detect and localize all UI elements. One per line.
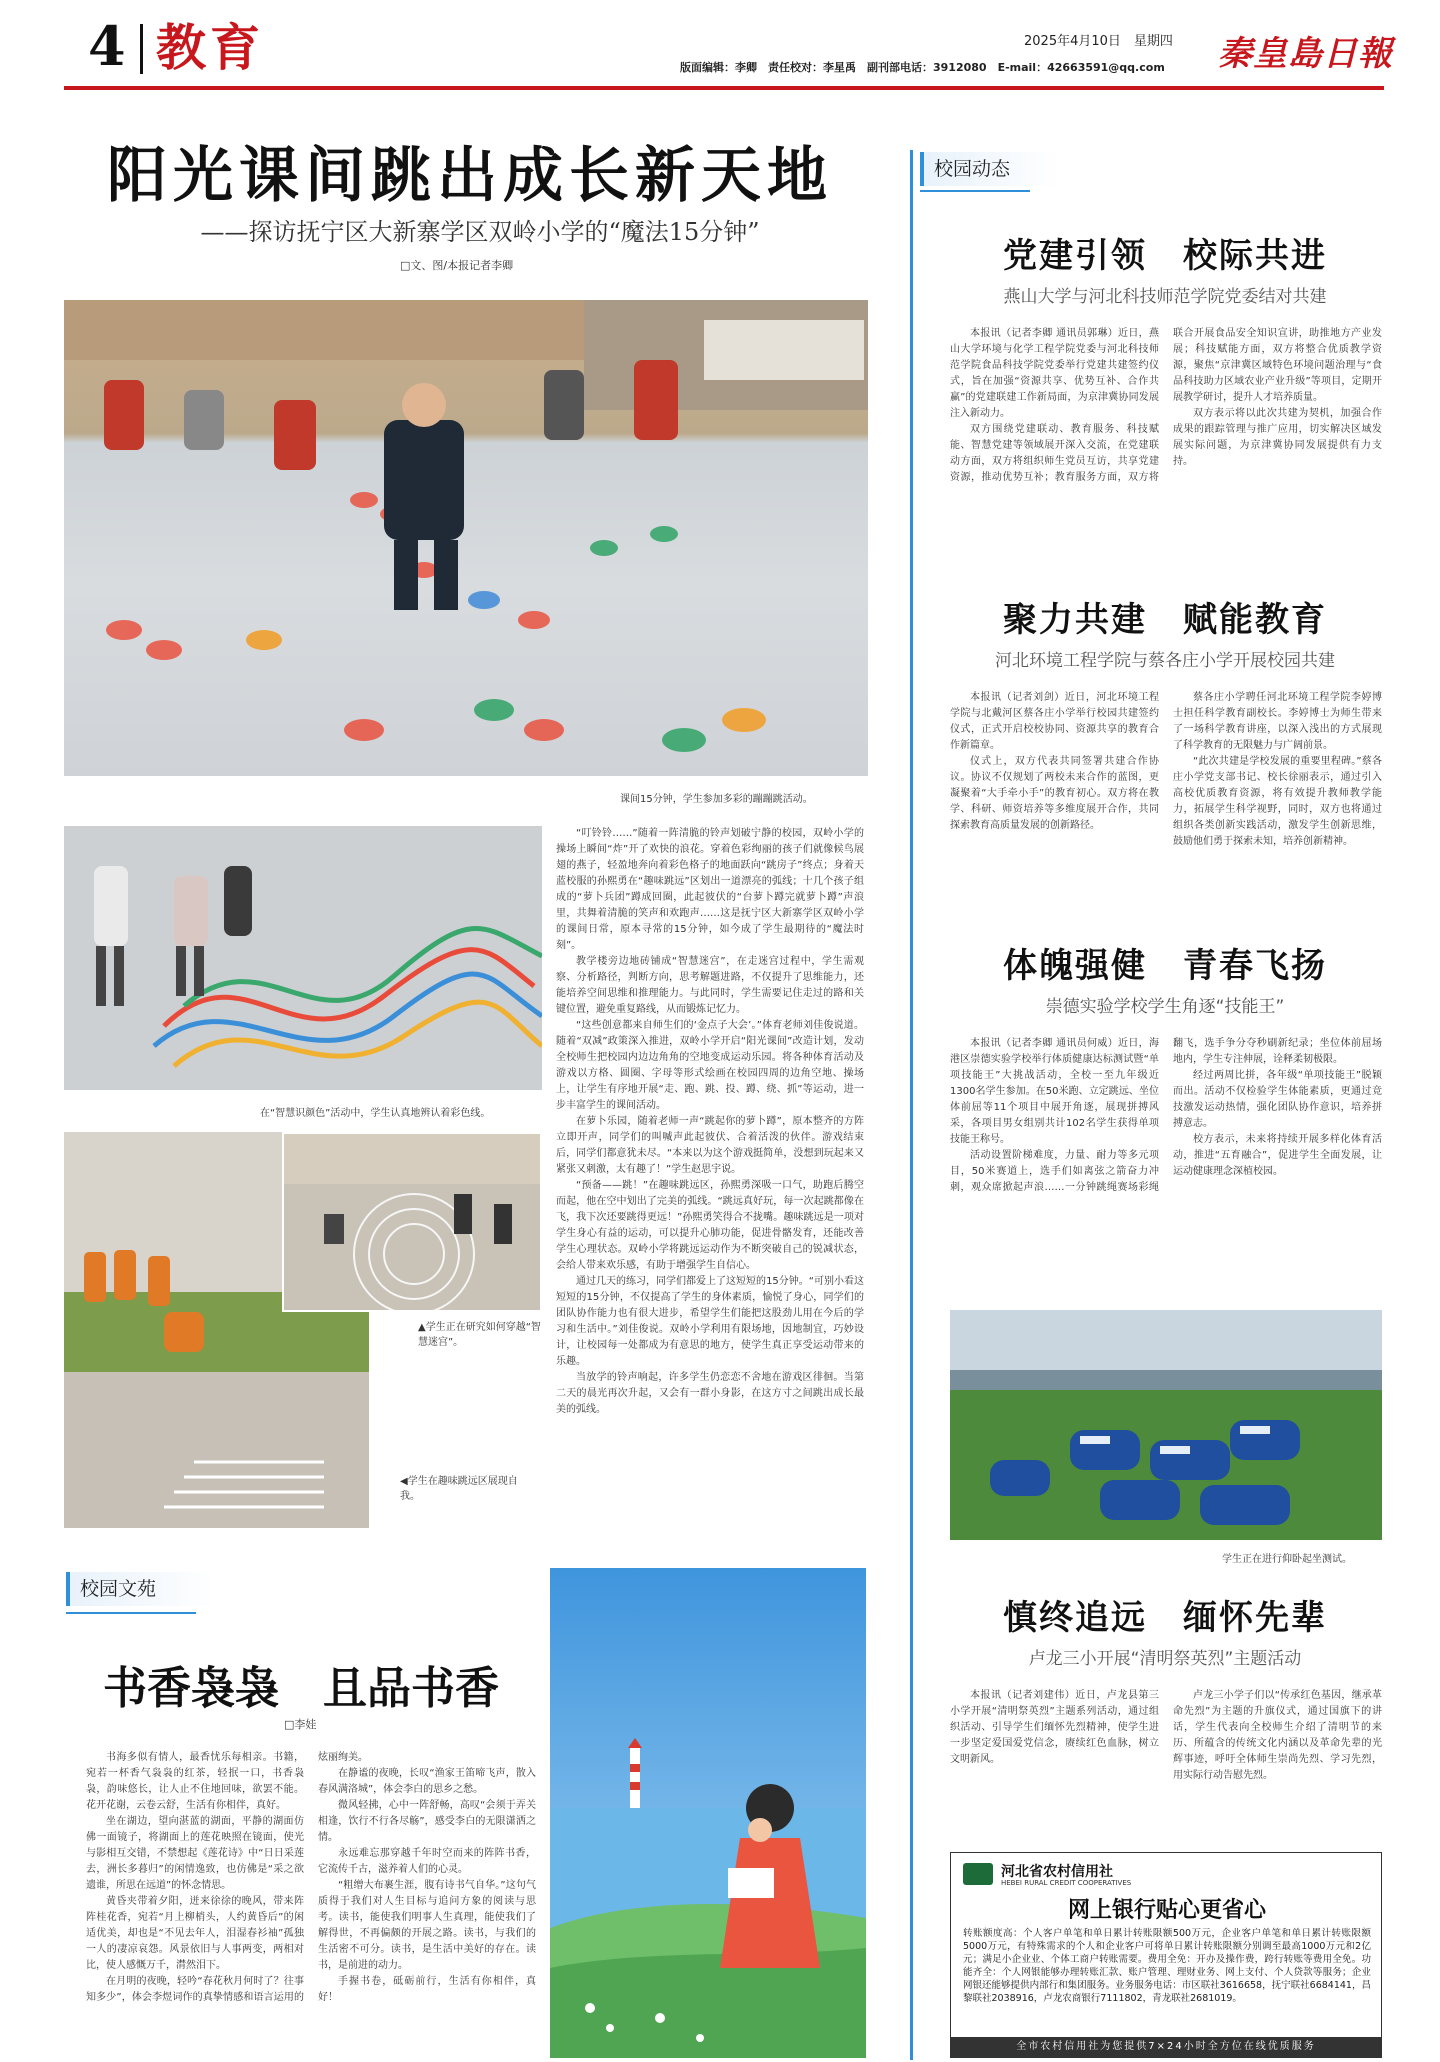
article-paragraph: 卢龙三小学子们以“传承红色基因，继承革命先烈”为主题的升旗仪式，通过国旗下的讲话，学生代表向全校师生介绍了清明节的来历、所蕴含的传统文化内涵以及革命先辈的光辉事迹，呼吁全体师生崇尚先烈、学习先烈，用实际行动告慰先烈。 (1173, 1690, 1382, 1781)
photo-color-lines (64, 826, 542, 1090)
column-divider (910, 150, 913, 2060)
photo-situps (950, 1310, 1382, 1540)
article-paragraph: 经过两周比拼，各年级“单项技能王”脱颖而出。活动不仅检验学生体能素质，更通过竞技激发运动热情，强化团队协作意识，培养拼搏意志。 (1173, 1070, 1382, 1129)
article-paragraph: “此次共建是学校发展的重要里程碑。”蔡各庄小学党支部书记、校长徐丽表示，通过引入高校优质教育资源，将有效提升教师教学能力，拓展学生科学视野，同时，双方也将通过组织各类创新实践活动，激发学生创新思维，鼓励他们勇于探索未知，培养创新精神。 (1173, 756, 1382, 847)
photo-maze (282, 1132, 542, 1312)
caption-maze: ▲学生正在研究如何穿越“智慧迷宫”。 (418, 1322, 541, 1348)
literary-byline: □李娃 (284, 1718, 317, 1731)
article-paragraph: 本报讯（记者刘剑）近日，河北环境工程学院与北戴河区蔡各庄小学举行校园共建签约仪式，正式开启校校协同、资源共享的教育合作新篇章。 (950, 692, 1159, 751)
article-paragraph: 仪式上，双方代表共同签署共建合作协议。协议不仅规划了两校未来合作的蓝图，更凝聚着“大手牵小手”的教育初心。双方将在教学、科研、师资培养等多维度展开合作，共同探索教育高质量发展的创新路径。 (950, 756, 1159, 831)
ad-headline: 网上银行贴心更省心 (1067, 1897, 1266, 1923)
campus-news-tag-rule (920, 190, 1030, 192)
lead-paragraph: “预备——跳！”在趣味跳远区，孙熙勇深吸一口气，助跑后腾空而起，他在空中划出了完美的弧线。“跳远真好玩，每一次起跳都像在飞，我下次还要跳得更远！”孙熙勇笑得合不拢嘴。趣味跳远是一项对学生身心有益的运动，可以提升心肺功能，促进骨骼发育，还能改善学生心理状态。双岭小学将跳远运动作为不断突破自己的锐减状态，会给人带来欢乐感，有助于增强学生自信心。 (556, 1180, 864, 1271)
lead-body (556, 826, 864, 1526)
article-2-subtitle: 河北环境工程学院与蔡各庄小学开展校园共建 (995, 651, 1335, 671)
lead-title: 阳光课间跳出成长新天地 (107, 141, 833, 211)
page-number-divider (140, 24, 143, 74)
ad-body: 转账额度高：个人客户单笔和单日累计转账限额500万元，企业客户单笔和单日累计转账限额5000万元，有特殊需求的个人和企业客户可将单日累计转账限额分别调至最高1000万元和2亿元；满足小企业业、个体工商户转账需要。费用全免：开办及操作费，跨行转账等费用全免。功能齐全：个人网银能够办理转账汇款、账户管理、理财业务、网上支付、个人贷款等服务；企业网银还能够提供内部行和集团服务。业务服务电话：市区联社3616658，抚宁联社6684141，昌黎联社2038916，卢龙农商银行7111802，青龙联社2681019。 (963, 1928, 1371, 2004)
lead-paragraph: “叮铃铃……”随着一阵清脆的铃声划破宁静的校园，双岭小学的操场上瞬间“炸”开了欢快的浪花。穿着色彩绚丽的孩子们就像候鸟展翅的燕子，轻盈地奔向着彩色格子的地面跃向“跳房子”终点；身着天蓝校服的孙熙勇在“趣味跳远”区划出一道漂亮的弧线；十几个孩子组成的“萝卜兵团”蹲成回圈，此起彼伏的“台萝卜蹲完就萝卜蹲”声浪里，共舞着清脆的笑声和欢跑声……这是抚宁区大新寨学区双岭小学的课间日常，原本寻常的15分钟，如今成了学生最期待的“魔法时刻”。 (556, 828, 864, 951)
caption-long-jump: ◀学生在趣味跳远区展现自我。 (400, 1476, 518, 1502)
campus-news-tag: 校园动态 (920, 152, 1060, 186)
lead-paragraph: 教学楼旁边地砖铺成“智慧迷宫”，在走迷宫过程中，学生需观察、分析路径，判断方向，思考解题进路，不仅提升了思维能力，还能培养空间思维和推理能力。与此同时，学生需要记住走过的路和关键位置，避免重复路线，从而锻炼记忆力。 (556, 956, 864, 1015)
literary-paragraph: 书海多似有情人，最香忧乐每相亲。书籍，宛若一杯香气袅袅的红茶，轻抿一口，书香袅袅，韵味悠长，让人止不住地回味，欲罢不能。花开花谢，云卷云舒，生活有你相伴，真好。 (86, 1752, 304, 1811)
ad-footer: 全市农村信用社为您提供7×24小时全方位在线优质服务 (951, 2037, 1381, 2057)
literary-paragraph: 微风轻拂，心中一阵舒畅，高叹“会须于弄关相逢，饮行不行各尽觞”，感受李白的无限潇洒之情。 (318, 1800, 536, 1843)
literary-title: 书香袅袅 且品书香 (103, 1663, 499, 1714)
article-paragraph: 双方表示将以此次共建为契机，加强合作成果的跟踪管理与推广应用，切实解决区域发展实际问题，为京津冀协同发展提供有力支持。 (1173, 408, 1382, 467)
article-paragraph: 本报讯（记者李卿 通讯员何威）近日，海港区崇德实验学校举行体质健康达标测试暨“单项技能王”大挑战活动，全校一至九年级近1300名学生参加。在50米跑、立定跳远、坐位体前屈等11个项目中展开角逐，展现拼搏风采，各项目男女组别共计102名学生获得单项技能王称号。 (950, 1038, 1159, 1145)
literary-paragraph: “粗缯大布裹生涯，腹有诗书气自华。”这句气质得于我们对人生目标与追问方象的阅读与思考。读书，能使我们明事人生真理，能使我们了解得世，不再偏颇的开展之路。读书，与我们的生活密不可分。读书，是生活中美好的存在。读书，是前进的动力。 (318, 1880, 536, 1971)
article-2-title: 聚力共建 赋能教育 (1003, 600, 1327, 640)
literary-paragraph: 黄昏夹带着夕阳，迸来徐徐的晚风，带来阵阵桂花香，宛若“月上柳梢头，人约黄昏后”的闲适优美，却也是“不见去年人，泪湿春衫袖”孤独一人的凄凉哀怨。风景依旧与人事两变，两相对比，使人感慨万千，潸然泪下。 (86, 1896, 304, 1971)
hopscotch-photo-art (64, 300, 868, 776)
lead-paragraph: 通过几天的练习，同学们都爱上了这短短的15分钟。“可别小看这短短的15分钟，不仅提高了学生的身体素质，愉悦了身心，同学们的团队协作能力也有很大进步，希望学生们能把这股劲儿用在今后的学习和生活中。”刘佳俊说。双岭小学利用有限场地，因地制宜，巧妙设计，让校园每一处都成为有意思的地方，使学生真正享受运动带来的乐趣。 (556, 1276, 864, 1367)
article-paragraph: 蔡各庄小学聘任河北环境工程学院李婷博士担任科学教育副校长。李婷博士为师生带来了一场科学教育讲座，以深入浅出的方式展现了科学教育的无限魅力与广阔前景。 (1173, 692, 1382, 751)
bank-brand: 河北省农村信用社 (1001, 1864, 1113, 1880)
reading-illustration (550, 1568, 866, 2058)
article-paragraph: 本报讯（记者刘建伟）近日，卢龙县第三小学开展“清明祭英烈”主题系列活动，通过组织活动、引导学生们缅怀先烈精神，使学生进一步坚定爱国爱党信念，赓续红色血脉，树立文明新风。 (950, 1690, 1159, 1765)
article-2-body (950, 690, 1382, 910)
masthead-rule (64, 86, 1384, 90)
article-paragraph: 校方表示，未来将持续开展多样化体育活动，推进“五育融合”，促进学生全面发展，让运动健康理念深植校园。 (1173, 1134, 1382, 1177)
lead-paragraph: 在萝卜乐园，随着老师一声“跳起你的萝卜蹲”，原本整齐的方阵立即开声，同学们的叫喊声此起彼伏、合着活泼的伙伴。游戏结束后，同学们都意犹未尽。“本来以为这个游戏挺简单，没想到玩起来又紧张又刺激，太有趣了！”学生赵思宇说。 (556, 1116, 864, 1175)
literary-tag: 校园文苑 (66, 1572, 216, 1606)
literary-paragraph: 手握书卷，砥砺前行，生活有你相伴，真好！ (318, 1976, 536, 2003)
lead-paragraph: 当放学的铃声响起，许多学生仍恋恋不舍地在游戏区徘徊。当第二天的晨光再次升起，又会有一群小身影，在这方寸之间跳出成长最美的弧线。 (556, 1372, 864, 1415)
literary-paragraph: 在月明的夜晚，轻吟“春花秋月何时了？往事知多少”，体会李煜词作的真挚情感和语言运用的炫丽绚美。 (86, 1752, 368, 2003)
newspaper-logo: 秦皇島日報 (1218, 34, 1393, 74)
article-4-body (950, 1688, 1382, 1844)
article-paragraph: 活动设置阶梯难度，力量、耐力等多元项目，50米赛道上，选手们如离弦之箭奋力冲刺，观众席掀起声浪……一分钟跳绳赛场彩绳翻飞，选手争分夺秒刷新纪录；坐位体前屈场地内，学生专注伸展，诠释柔韧极限。 (950, 1038, 1382, 1193)
literary-paragraph: 坐在湖边，望向湛蓝的湖面，平静的湖面仿佛一面镜子，将湖面上的莲花映照在镜面，使光与影相互交错，不禁想起《莲花诗》中“日日采莲去，洲长多暮归”的闲情逸致，也仿佛是“采之欲遗谁，所思在远道”的怀念情思。 (86, 1816, 304, 1891)
caption-hopscotch: 课间15分钟，学生参加多彩的蹦蹦跳活动。 (620, 794, 813, 805)
caption-color-lines: 在“智慧识颜色”活动中，学生认真地辨认着彩色线。 (260, 1108, 491, 1119)
article-3-title: 体魄强健 青春飞扬 (1003, 946, 1327, 986)
lead-byline: □文、图/本报记者李卿 (400, 259, 514, 272)
article-3-subtitle: 崇德实验学校学生角逐“技能王” (1045, 997, 1285, 1017)
reading-illustration-art (550, 1568, 866, 2058)
article-3-body (950, 1036, 1382, 1306)
section-name: 教育 (156, 18, 264, 77)
article-paragraph: 双方围绕党建联动、教育服务、科技赋能、智慧党建等领域展开深入交流，在党建联动方面，双方将组织师生党员互访，共享党建资源，推动优势互补；教育服务方面，双方将联合开展食品安全知识宣讲，助推地方产业发展；科技赋能方面，双方将整合优质教学资源，聚焦“京津冀区域特色环境问题治理与“食品科技助力区域农业产业升级”等项目，定期开展教学研讨，提升人才培养质量。 (950, 328, 1382, 483)
article-1-body (950, 326, 1382, 570)
literary-body (86, 1750, 536, 2060)
caption-situps: 学生正在进行仰卧起坐测试。 (1222, 1554, 1352, 1565)
situps-photo-art (950, 1310, 1382, 1540)
literary-paragraph: 在静谧的夜晚，长叹“渔家王笛啼飞声，散入春风满洛城”，体会李白的思乡之愁。 (318, 1768, 536, 1795)
color-lines-photo-art (64, 826, 542, 1090)
bank-brand-en: HEBEI RURAL CREDIT COOPERATIVES (1001, 1879, 1132, 1887)
bank-ad (950, 1852, 1382, 2058)
masthead (0, 0, 1440, 92)
article-1-title: 党建引领 校际共进 (1003, 236, 1327, 276)
weekday: 星期四 (1133, 34, 1173, 49)
literary-tag-rule (66, 1612, 196, 1614)
article-4-title: 慎终追远 缅怀先辈 (1003, 1598, 1327, 1638)
issue-date (1024, 30, 1173, 49)
article-paragraph: 本报讯（记者李卿 通讯员郭琳）近日，燕山大学环境与化学工程学院党委与河北科技师范学院食品科技学院党委举行党建共建签约仪式，旨在加强“资源共享、优势互补、合作共赢”的党建联建工作新局面，为京津冀协同发展注入新动力。 (950, 328, 1159, 419)
article-1-subtitle: 燕山大学与河北科技师范学院党委结对共建 (1003, 287, 1327, 307)
photo-hopscotch (64, 300, 868, 776)
page-number: 4 (88, 14, 126, 78)
bank-logo-icon (963, 1863, 993, 1885)
lead-paragraph: “这些创意都来自师生们的‘金点子大会’。”体育老师刘佳俊说道。随着“双减”政策深入推进，双岭小学开启“阳光课间”改造计划，发动全校师生把校园内边边角角的空地变成运动乐园。将各种体育活动及游戏以方格、圆圈、字母等形式绘画在校园四周的边角空地、操场上，让学生有序地开展“走、跑、跳、投、蹲、绕、抓”等运动，进一步丰富学生的课间活动。 (556, 1020, 864, 1111)
lead-subtitle: ——探访抚宁区大新寨学区双岭小学的“魔法15分钟” (200, 218, 760, 246)
literary-paragraph: 永远难忘那穿越千年时空而来的阵阵书香，它流传千古，滋养着人们的心灵。 (318, 1848, 536, 1875)
date: 2025年4月10日 (1024, 34, 1121, 49)
article-4-subtitle: 卢龙三小开展“清明祭英烈”主题活动 (1028, 1649, 1302, 1669)
maze-photo-art (284, 1134, 542, 1312)
staff-line: 版面编辑：李卿 责任校对：李星禹 副刊部电话：3912080 E-mail：42663591@qq.com (680, 61, 1165, 74)
